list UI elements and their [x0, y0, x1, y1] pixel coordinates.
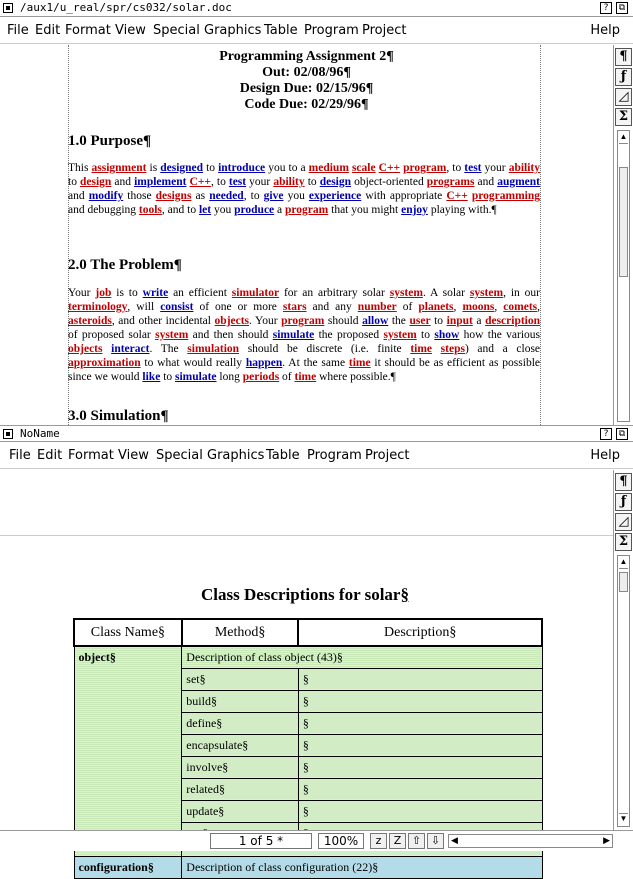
window2-toolstrip	[613, 470, 633, 830]
header-description: Description§	[298, 619, 542, 646]
menu-special[interactable]: Special	[156, 448, 203, 463]
menu-project[interactable]: Project	[365, 448, 410, 463]
menu-format[interactable]: Format	[65, 23, 111, 38]
paragraph-tool-icon[interactable]: ¶	[615, 48, 632, 66]
help-icon[interactable]: ?	[600, 2, 612, 14]
heading-the-problem: 2.0 The Problem¶	[68, 257, 182, 273]
menu-format[interactable]: Format	[68, 448, 114, 463]
page-up-icon[interactable]: ⇧	[408, 833, 425, 849]
class-description-cell[interactable]: Description of class configuration (22)§	[182, 856, 542, 878]
scroll-right-icon[interactable]: ▶	[603, 836, 610, 846]
menu-edit[interactable]: Edit	[35, 23, 61, 38]
window1-titlebar[interactable]	[0, 0, 633, 17]
doc-design-due: Design Due: 02/15/96¶	[239, 81, 374, 96]
doc-out-date: Out: 02/08/96¶	[262, 65, 351, 80]
method-cell[interactable]: encapsulate§	[182, 734, 299, 756]
paragraph-tool-icon[interactable]: ¶	[615, 473, 632, 491]
table-row[interactable]	[74, 646, 542, 668]
table-header-row	[74, 619, 542, 646]
page-down-icon[interactable]: ⇩	[427, 833, 444, 849]
method-cell[interactable]: build§	[182, 690, 299, 712]
method-cell[interactable]: set§	[182, 668, 299, 690]
menu-view[interactable]: View	[118, 448, 149, 463]
class-name-cell[interactable]: configuration§	[74, 856, 182, 878]
window-menu-icon[interactable]	[3, 429, 13, 439]
table-title: Class Descriptions for solar§	[201, 585, 409, 604]
menu-project[interactable]: Project	[362, 23, 407, 38]
function-tool-icon[interactable]: ƒ	[615, 493, 632, 511]
equation-tool-icon[interactable]: Σ	[615, 108, 632, 126]
description-cell[interactable]: §	[298, 690, 542, 712]
maximize-icon[interactable]: ⧉	[616, 2, 628, 14]
header-method: Method§	[182, 619, 299, 646]
method-cell[interactable]: update§	[182, 800, 299, 822]
scroll-thumb[interactable]	[619, 167, 628, 277]
description-cell[interactable]: §	[298, 712, 542, 734]
description-cell[interactable]: §	[298, 778, 542, 800]
scroll-down-icon[interactable]: ▼	[619, 814, 628, 823]
help-icon[interactable]: ?	[600, 428, 612, 440]
menu-help[interactable]: Help	[590, 448, 620, 463]
menu-program[interactable]: Program	[307, 448, 362, 463]
doc-title: Programming Assignment 2¶	[219, 49, 394, 64]
menu-help[interactable]: Help	[590, 23, 620, 38]
method-cell[interactable]: define§	[182, 712, 299, 734]
class-name-cell[interactable]: object§	[74, 646, 182, 856]
description-cell[interactable]: §	[298, 800, 542, 822]
maximize-icon[interactable]: ⧉	[616, 428, 628, 440]
doc-code-due: Code Due: 02/29/96¶	[244, 97, 369, 112]
header-class-name: Class Name§	[74, 619, 182, 646]
page-indicator[interactable]: 1 of 5 *	[210, 833, 312, 849]
menu-graphics[interactable]: Graphics	[204, 23, 262, 38]
graphics-tool-icon[interactable]: ◿	[615, 513, 632, 531]
zoom-level[interactable]: 100%	[318, 833, 364, 849]
class-description-cell[interactable]: Description of class object (43)§	[182, 646, 542, 668]
heading-simulation: 3.0 Simulation¶	[68, 408, 169, 424]
purpose-paragraph[interactable]: This assignment is designed to introduce you to a medium scale C++ program, to test your ability to design and implement C++, to test your ability to design object-oriented programs and augment and modify those designs as needed, to give you experience with appropriate C++ programming and debugging tools, and to let you produce a program that you might enjoy playing with.¶	[68, 162, 541, 216]
menu-graphics[interactable]: Graphics	[207, 448, 265, 463]
menu-view[interactable]: View	[115, 23, 146, 38]
menu-table[interactable]: Table	[266, 448, 300, 463]
status-bar	[0, 830, 633, 851]
method-cell[interactable]: related§	[182, 778, 299, 800]
scroll-up-icon[interactable]: ▲	[619, 557, 628, 569]
function-tool-icon[interactable]: ƒ	[615, 68, 632, 86]
window2-titlebar[interactable]	[0, 425, 633, 442]
zoom-in-icon[interactable]: Z	[389, 833, 406, 849]
scroll-up-icon[interactable]: ▲	[619, 132, 628, 144]
menu-file[interactable]: File	[7, 23, 29, 38]
menu-table[interactable]: Table	[264, 23, 298, 38]
description-cell[interactable]: §	[298, 734, 542, 756]
method-cell[interactable]: involve§	[182, 756, 299, 778]
zoom-out-icon[interactable]: z	[370, 833, 387, 849]
window1-document[interactable]	[0, 45, 613, 425]
menu-program[interactable]: Program	[304, 23, 359, 38]
description-cell[interactable]: §	[298, 756, 542, 778]
window2-vertical-scrollbar[interactable]	[617, 555, 630, 827]
window2-menubar	[0, 443, 633, 469]
scroll-thumb[interactable]	[619, 572, 628, 592]
graphics-tool-icon[interactable]: ◿	[615, 88, 632, 106]
equation-tool-icon[interactable]: Σ	[615, 533, 632, 551]
page-top-rule	[0, 535, 613, 536]
window-menu-icon[interactable]	[3, 3, 13, 13]
menu-file[interactable]: File	[9, 448, 31, 463]
scroll-left-icon[interactable]: ◀	[451, 836, 458, 846]
problem-paragraph[interactable]: Your job is to write an efficient simulator for an arbitrary solar system. A solar system, in our terminology, will consist of one or more stars and any number of planets, moons, comets, asteroids, and other incidental objects. Your program should allow the user to input a description of proposed solar system and then should simulate the proposed system to show how the various objects interact. The simulation should be discrete (i.e. finite time steps) and a close approximation to what would really happen. At the same time it should be as efficient as possible since we would like to simulate long periods of time where possible.¶	[68, 287, 541, 383]
window1-toolstrip	[613, 45, 633, 425]
window1-menubar	[0, 18, 633, 44]
window2-title: NoName	[20, 427, 60, 440]
menu-edit[interactable]: Edit	[37, 448, 63, 463]
section-mark: §	[400, 585, 409, 604]
window1-vertical-scrollbar[interactable]	[617, 130, 630, 422]
menu-special[interactable]: Special	[153, 23, 200, 38]
heading-purpose: 1.0 Purpose¶	[68, 133, 152, 149]
table-row[interactable]	[74, 856, 542, 878]
horizontal-scrollbar[interactable]	[448, 834, 613, 848]
description-cell[interactable]: §	[298, 668, 542, 690]
window1-title: /aux1/u_real/spr/cs032/solar.doc	[20, 1, 232, 14]
